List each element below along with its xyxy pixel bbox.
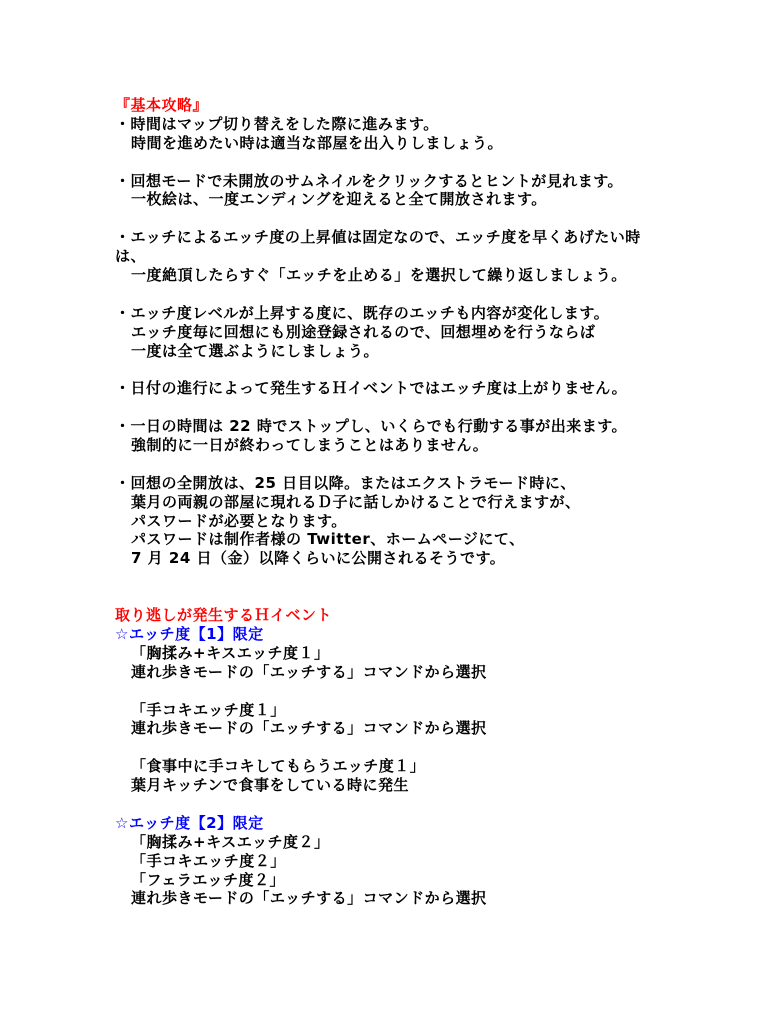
event-entry bbox=[115, 833, 768, 909]
event-entry bbox=[115, 644, 768, 682]
tip-line: ・エッチ度レベルが上昇する度に、既存のエッチも内容が変化します。 bbox=[115, 303, 610, 322]
event-condition: 連れ歩きモードの「エッチする」コマンドから選択 bbox=[131, 719, 487, 738]
tip-line: ・時間はマップ切り替えをした際に進みます。 bbox=[115, 114, 439, 133]
tip-line: ・回想の全開放は、25 日目以降。またはエクストラモード時に、 bbox=[115, 473, 576, 492]
tip-line: 一枚絵は、一度エンディングを迎えると全て開放されます。 bbox=[131, 190, 547, 209]
event-name: 「フェラエッチ度２」 bbox=[131, 870, 285, 889]
tip-item bbox=[115, 304, 768, 361]
level-heading: ☆エッチ度【1】限定 bbox=[115, 624, 264, 643]
event-entry bbox=[115, 701, 768, 739]
tip-item bbox=[115, 228, 768, 285]
event-condition: 連れ歩きモードの「エッチする」コマンドから選択 bbox=[131, 889, 487, 908]
missable-events-section bbox=[115, 606, 768, 908]
event-entry bbox=[115, 757, 768, 795]
tip-line: ・回想モードで未開放のサムネイルをクリックするとヒントが見れます。 bbox=[115, 171, 624, 190]
tip-item bbox=[115, 115, 768, 153]
tip-line: 強制的に一日が終わってしまうことはありません。 bbox=[131, 436, 489, 455]
tip-line: 時間を進めたい時は適当な部屋を出入りしましょう。 bbox=[131, 133, 504, 152]
missable-events-title: 取り逃しが発生するＨイベント bbox=[115, 606, 333, 625]
event-condition: 連れ歩きモードの「エッチする」コマンドから選択 bbox=[131, 662, 487, 681]
tip-line: ・一日の時間は 22 時でストップし、いくらでも行動する事が出来ます。 bbox=[115, 417, 628, 436]
event-name: 「手コキエッチ度１」 bbox=[131, 700, 286, 719]
event-condition: 葉月キッチンで食事をしている時に発生 bbox=[131, 776, 409, 795]
tip-line: ・日付の進行によって発生するＨイベントではエッチ度は上がりません。 bbox=[115, 379, 628, 398]
tip-item bbox=[115, 379, 768, 398]
tip-item bbox=[115, 172, 768, 210]
tip-line: 葉月の両親の部屋に現れるＤ子に話しかけることで行えますが、 bbox=[131, 492, 581, 511]
tip-line: 一度絶頂したらすぐ「エッチを止める」を選択して繰り返しましょう。 bbox=[131, 266, 627, 285]
tip-item bbox=[115, 474, 768, 568]
event-name: 「胸揉み+キスエッチ度１」 bbox=[131, 643, 330, 662]
tip-line: ・エッチによるエッチ度の上昇値は固定なので、エッチ度を早くあげたい時 bbox=[115, 228, 641, 247]
level-group bbox=[115, 625, 768, 795]
tip-line: は、 bbox=[115, 247, 147, 266]
event-name: 「胸揉み+キスエッチ度２」 bbox=[131, 832, 330, 851]
level-group bbox=[115, 814, 768, 908]
tip-line: エッチ度毎に回想にも別途登録されるので、回想埋めを行うならば bbox=[131, 322, 596, 341]
event-name: 「食事中に手コキしてもらうエッチ度１」 bbox=[131, 757, 426, 776]
tip-line: 7 月 24 日（金）以降くらいに公開されるそうです。 bbox=[131, 549, 506, 568]
tip-line: 一度は全て選ぶようにしましょう。 bbox=[131, 341, 380, 360]
event-name: 「手コキエッチ度２」 bbox=[131, 851, 286, 870]
tip-line: パスワードが必要となります。 bbox=[131, 511, 347, 530]
basic-strategy-section bbox=[115, 96, 768, 568]
level-heading: ☆エッチ度【2】限定 bbox=[115, 813, 264, 832]
section-title: 『基本攻略』 bbox=[115, 96, 209, 114]
tip-line: パスワードは制作者様の Twitter、ホームページにて、 bbox=[131, 530, 525, 549]
tip-item bbox=[115, 417, 768, 455]
